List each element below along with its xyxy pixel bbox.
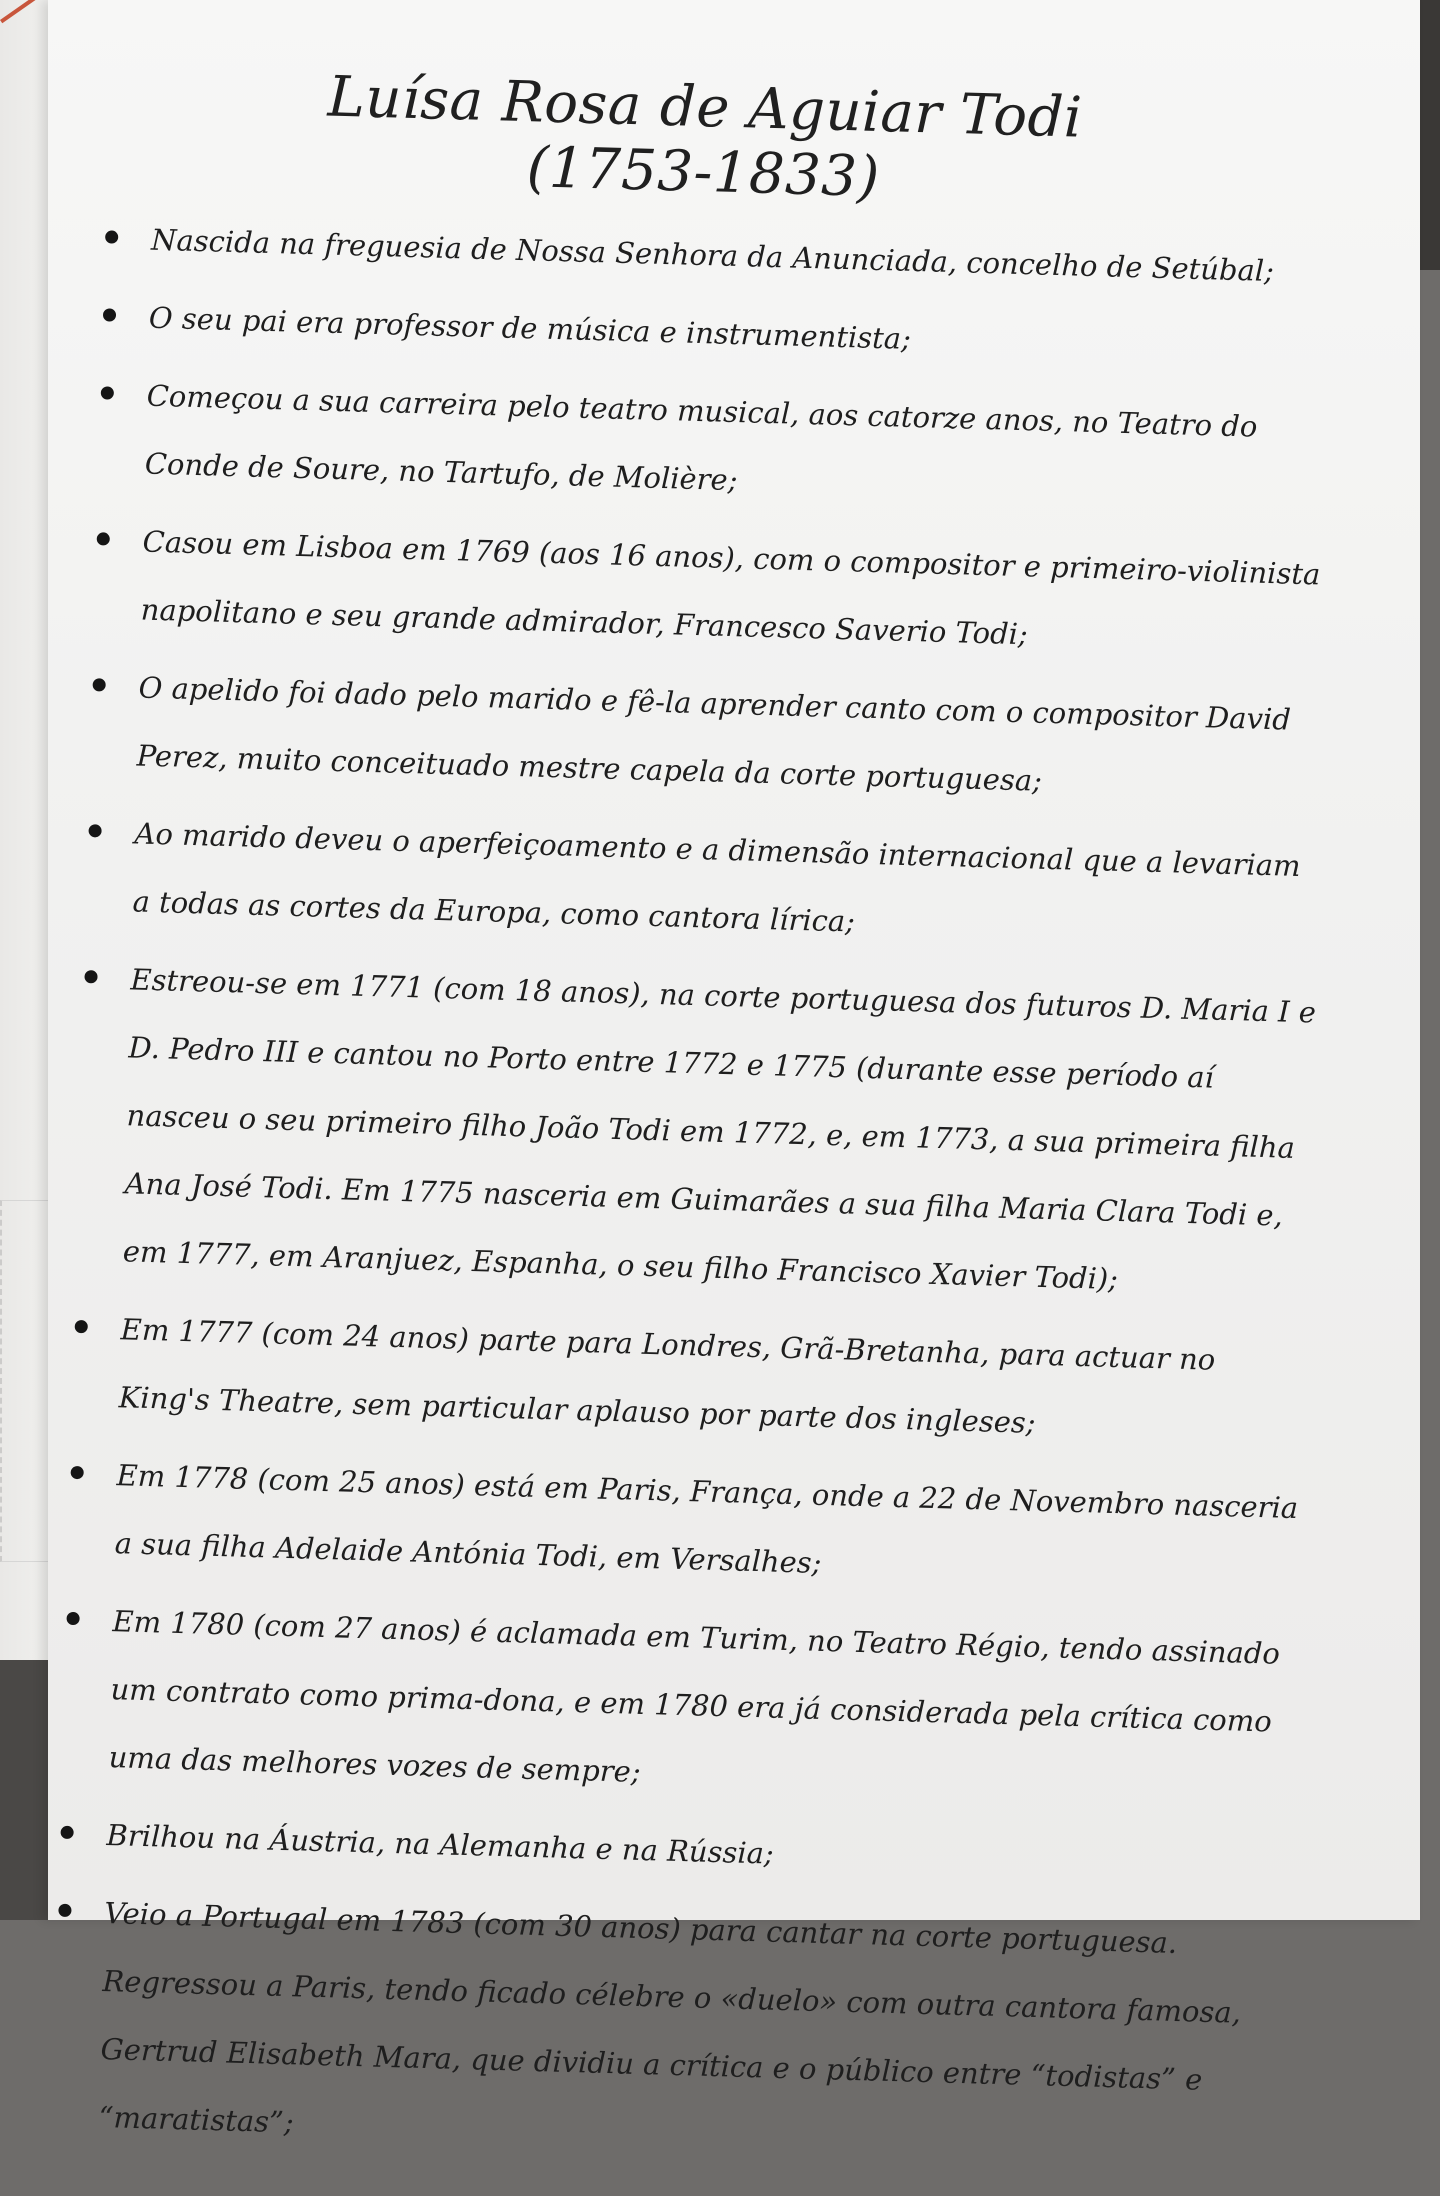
bullet-icon	[58, 1904, 71, 1917]
list-item-text: Começou a sua carreira pelo teatro musical, aos catorze anos, no Teatro do Conde de Soure, no Tartufo, de Molière;	[144, 378, 1258, 498]
bullet-icon	[60, 1826, 73, 1839]
list-item	[48, 1293, 1311, 1464]
list-item	[28, 1877, 1295, 2184]
list-item-text: Ao marido deveu o aperfeiçoamento e a dimensão internacional que a levariam a todas as cortes da Europa, como cantora lírica;	[132, 816, 1302, 939]
list-item-text: O apelido foi dado pelo marido e fê-la aprender canto com o compositor David Perez, muito conceituado mestre capela da corte portuguesa;	[136, 670, 1292, 798]
bullet-icon	[105, 230, 118, 243]
list-item	[38, 1585, 1303, 1824]
bullet-icon	[75, 1320, 88, 1333]
bullet-icon	[97, 532, 110, 545]
document-title: Luísa Rosa de Aguiar Todi (1753-1833)	[326, 64, 1084, 210]
bullet-list	[27, 204, 1341, 2194]
list-item	[44, 1439, 1307, 1610]
list-item	[66, 652, 1329, 823]
list-item-text: O seu pai era professor de música e instrumentista;	[148, 300, 912, 356]
paper-sheet	[48, 0, 1420, 2140]
list-item-text: Casou em Lisboa em 1769 (aos 16 anos), com o compositor e primeiro-violinista napolitano e seu grande admirador, Francesco Saverio Todi;	[140, 524, 1321, 652]
list-item	[52, 943, 1321, 1318]
list-item-text: Em 1778 (com 25 anos) está em Paris, França, onde a 22 de Novembro nasceria a sua filha Adelaide Antónia Todi, em Versalhes;	[114, 1458, 1299, 1580]
list-item-text: Brilhou na Áustria, na Alemanha e na Rússia;	[106, 1818, 775, 1871]
list-item	[70, 506, 1333, 677]
bullet-icon	[88, 824, 101, 837]
bullet-icon	[101, 386, 114, 399]
bullet-icon	[84, 970, 97, 983]
bullet-icon	[71, 1466, 84, 1479]
list-item-text: Estreou-se em 1771 (com 18 anos), na corte portuguesa dos futuros D. Maria I e D. Pedro III e cantou no Porto entre 1772 e 1775 (durante esse período aí nasceu o seu primeiro filho João Todi em 1772, e, em 1773, a sua primeira filha Ana José Todi. Em 1775 nasceria em Guimarães a sua filha Maria Clara Todi e, em 1777, em Aranjuez, Espanha, o seu filho Francisco Xavier Todi);	[122, 962, 1317, 1297]
list-item-text: Nascida na freguesia de Nossa Senhora da Anunciada, concelho de Setúbal;	[150, 222, 1275, 289]
list-item-text: Em 1777 (com 24 anos) parte para Londres, Grã-Bretanha, para actuar no King's Theatre, sem particular aplauso por parte dos ingleses;	[118, 1312, 1216, 1440]
bullet-icon	[103, 308, 116, 321]
list-item-text: Em 1780 (com 27 anos) é aclamada em Turim, no Teatro Régio, tendo assinado um contrato como prima-dona, e em 1780 era já considerada pela crítica como uma das melhores vozes de sempre;	[108, 1604, 1281, 1789]
list-item-text: Veio a Portugal em 1783 (com 30 anos) para cantar na corte portuguesa. Regressou a Paris, tendo ficado célebre o «duelo» com outra cantora famosa, Gertrud Elisabeth Mara, que dividiu a crítica e o público entre “todistas” e “maratistas”;	[98, 1896, 1242, 2140]
list-item	[74, 360, 1337, 531]
bullet-icon	[66, 1612, 79, 1625]
list-item	[62, 797, 1325, 968]
bullet-icon	[93, 678, 106, 691]
